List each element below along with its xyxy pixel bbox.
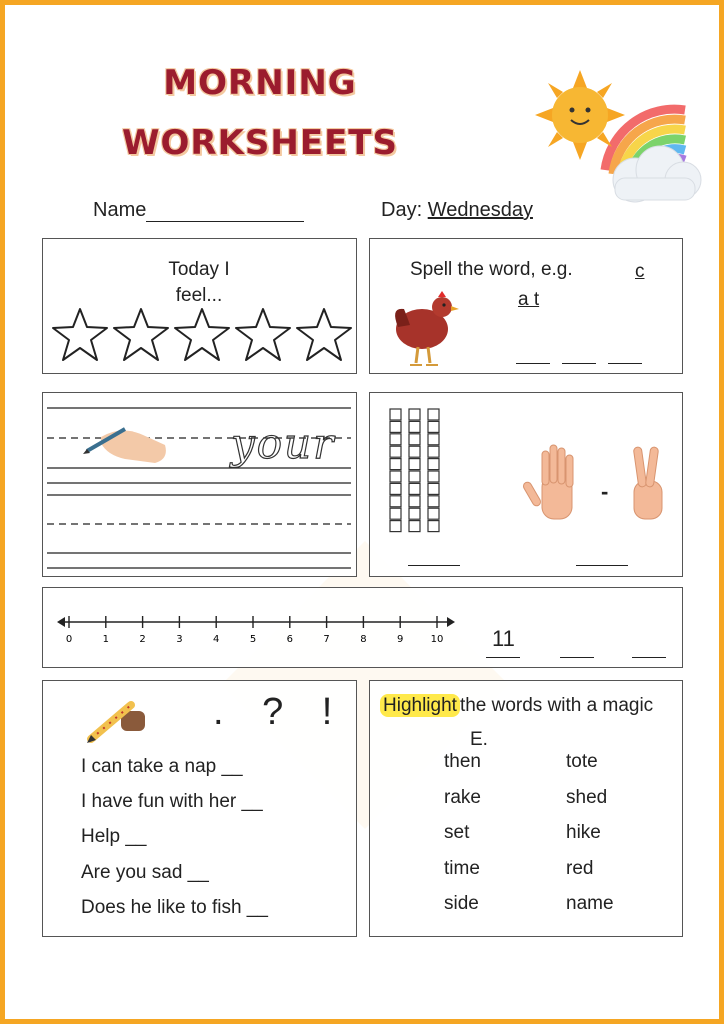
feel-prompt-line-2: feel... [175, 285, 223, 306]
tens-rod-unit [390, 434, 401, 445]
magic-e-word: side [444, 893, 479, 914]
trace-word: your [231, 419, 336, 468]
day-value: Wednesday [427, 199, 533, 221]
number-line-box [42, 587, 683, 668]
pencil-hand-icon [87, 697, 149, 743]
day-field [381, 199, 533, 222]
number-line-given: 11 [492, 626, 515, 651]
number-line-tick-label: 1 [102, 634, 109, 645]
tens-rod-unit [390, 483, 401, 494]
tens-rod-unit [428, 409, 439, 420]
magic-e-prompt [380, 695, 653, 717]
subtract-box [369, 392, 683, 577]
spell-blank-1 [516, 363, 550, 364]
star-icon [53, 309, 107, 360]
sentence-1: I can take a nap __ [81, 756, 243, 777]
number-line-tick-label: 0 [65, 634, 73, 645]
feel-prompt-line-1: Today I [168, 259, 230, 280]
subtract-blank-1 [408, 565, 460, 566]
title-line-1: MORNING [163, 63, 357, 103]
title-line-2: WORKSHEETS [121, 123, 398, 163]
number-line-tick-label: 7 [323, 634, 330, 645]
tens-rod-unit [390, 446, 401, 457]
tens-rod-unit [428, 496, 439, 507]
spell-box [369, 238, 683, 374]
two-fingers-hand-icon [628, 445, 668, 523]
magic-e-word: shed [566, 786, 608, 808]
number-line [57, 606, 457, 646]
tens-rod-unit [428, 446, 439, 457]
number-line-tick-label: 2 [139, 634, 146, 645]
five-fingers-hand-icon [528, 445, 584, 523]
sentence-2: I have fun with her __ [81, 791, 263, 812]
tens-rod-unit [409, 446, 420, 457]
spell-blank-3 [608, 363, 642, 364]
magic-e-word: tote [566, 751, 598, 772]
writing-hand-icon [81, 419, 171, 469]
tens-rod-unit [409, 421, 420, 432]
star-icon [114, 309, 168, 360]
tens-rod-unit [390, 409, 401, 420]
magic-e-box [369, 680, 683, 937]
magic-e-word: red [566, 857, 594, 879]
tens-rod-unit [428, 434, 439, 445]
tens-rod-unit [428, 421, 439, 432]
hen-icon [390, 287, 460, 369]
number-line-tick-label: 4 [213, 634, 220, 645]
spell-example-letter-1: c [635, 261, 645, 282]
number-line-tick-label: 10 [430, 634, 444, 645]
tens-rod-unit [409, 471, 420, 482]
number-line-tick-label: 9 [397, 634, 404, 645]
sentence-4: Are you sad __ [81, 862, 209, 883]
highlight-word: Highlight [380, 694, 460, 717]
subtract-operator: - [601, 479, 609, 504]
tens-rod-unit [390, 496, 401, 507]
spell-example-letter-2: a t [518, 289, 540, 310]
tens-rod-unit [409, 434, 420, 445]
tens-rod-unit [390, 459, 401, 470]
number-line-tick-label: 3 [176, 634, 183, 645]
magic-e-word: rake [444, 786, 481, 808]
number-line-blank-1 [486, 657, 520, 658]
tens-rod-unit [428, 471, 439, 482]
tens-rods-icon [388, 407, 448, 537]
tens-rod-unit [428, 521, 439, 532]
magic-e-word: hike [566, 822, 601, 843]
punctuation-box [42, 680, 357, 937]
number-line-tick-label: 8 [360, 634, 367, 645]
magic-e-word: then [444, 751, 481, 772]
tens-rod-unit [390, 421, 401, 432]
magic-e-word: name [566, 893, 614, 914]
rainbow-sun-icon [535, 70, 705, 210]
star-icon [175, 309, 229, 360]
name-field [93, 199, 304, 222]
tens-rod-unit [409, 459, 420, 470]
tens-rod-unit [409, 508, 420, 519]
number-line-tick-label: 6 [286, 634, 293, 645]
magic-e-prompt-end: E. [470, 729, 488, 750]
spell-blank-2 [562, 363, 596, 364]
tens-rod-unit [428, 483, 439, 494]
tens-rod-unit [409, 521, 420, 532]
sentence-5: Does he like to fish __ [81, 897, 268, 918]
sentence-3: Help __ [81, 826, 147, 847]
tens-rod-unit [428, 508, 439, 519]
star-icon [297, 309, 351, 360]
tens-rod-unit [390, 521, 401, 532]
tens-rod-unit [390, 508, 401, 519]
spell-prompt: Spell the word, e.g. [410, 259, 573, 280]
name-blank [146, 202, 304, 222]
tens-rod-unit [428, 459, 439, 470]
number-line-blank-2 [560, 657, 594, 658]
day-label: Day: [381, 199, 423, 221]
tens-rod-unit [409, 496, 420, 507]
magic-e-word: set [444, 822, 470, 843]
number-line-tick-label: 5 [249, 634, 257, 645]
punctuation-marks: . ? ! [213, 691, 347, 733]
magic-e-prompt-rest: the words with a magic [459, 695, 654, 716]
number-line-blank-3 [632, 657, 666, 658]
subtract-blank-2 [576, 565, 628, 566]
magic-e-word: time [444, 857, 480, 879]
trace-box [42, 392, 357, 577]
star-icon [236, 309, 290, 360]
tens-rod-unit [409, 483, 420, 494]
tens-rod-unit [390, 471, 401, 482]
star-rating [51, 307, 351, 365]
feel-box [42, 238, 357, 374]
tens-rod-unit [409, 409, 420, 420]
name-label: Name [93, 199, 147, 221]
